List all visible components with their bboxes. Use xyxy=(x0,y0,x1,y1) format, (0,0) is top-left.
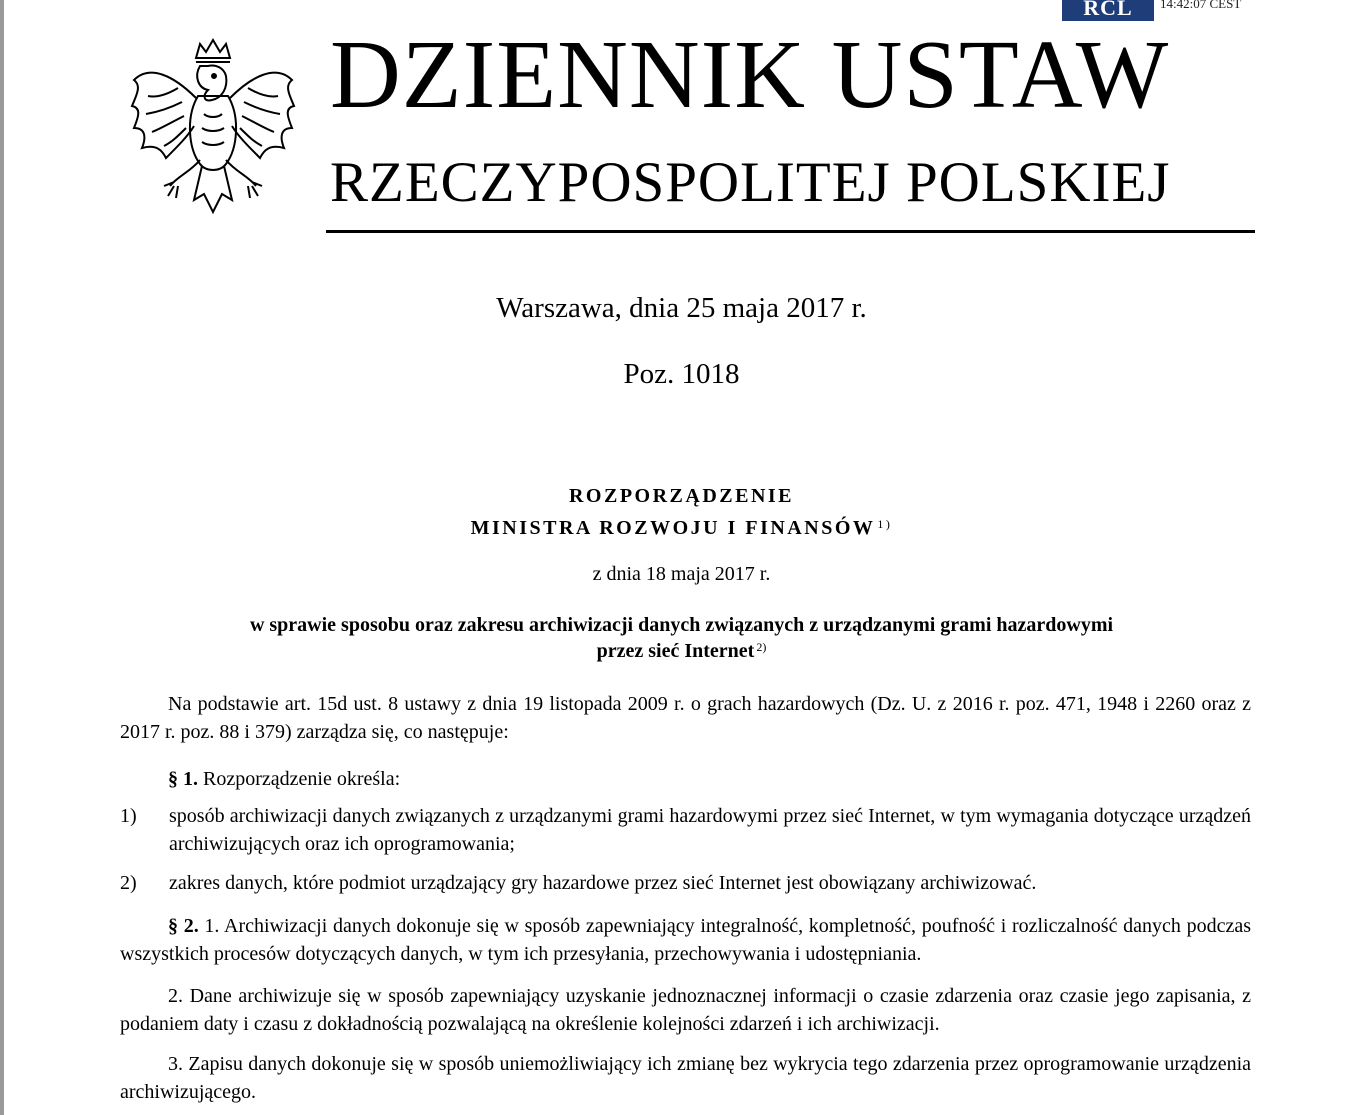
act-subject xyxy=(0,612,1363,664)
list-number: 1) xyxy=(120,805,137,827)
section-2-para-1: § 2. 1. Archiwizacji danych dokonuje się w sposób zapewniający integralność, kompletność, poufność i rozliczalność danych podczas wszystkich procesów dotyczących danych, w tym ich przesyłania, przechowywania i udostępniania. xyxy=(120,915,1252,965)
issue-dateline: Warszawa, dnia 25 maja 2017 r. xyxy=(496,292,867,324)
issue-position: Poz. 1018 xyxy=(623,358,740,390)
act-subject-line1: w sprawie sposobu oraz zakresu archiwizacji danych związanych z urządzanymi grami hazardowymi xyxy=(249,614,1114,636)
section-1-intro: § 1. Rozporządzenie określa: xyxy=(168,768,401,790)
publication-title: DZIENNIK USTAW xyxy=(330,21,1170,129)
window-left-edge xyxy=(0,0,4,1115)
header-divider xyxy=(326,230,1255,233)
rcl-badge: RCL xyxy=(1062,0,1154,21)
polish-eagle-emblem-icon xyxy=(128,36,298,226)
act-organ xyxy=(0,514,1363,542)
act-type: ROZPORZĄDZENIE xyxy=(568,485,795,507)
list-item xyxy=(120,869,1251,897)
list-text: sposób archiwizacji danych związanych z urządzanymi grami hazardowymi przez sieć Internet, w tym wymagania dotyczące urządzeń archiwizujących oraz ich oprogramowania; xyxy=(169,805,1251,855)
list-text: zakres danych, które podmiot urządzający gry hazardowe przez sieć Internet jest obowiązany archiwizować. xyxy=(169,872,1037,894)
section-2-para-2: 2. Dane archiwizuje się w sposób zapewniający uzyskanie jednoznacznej informacji o czasie zdarzenia oraz czasie jego zapisania, z podaniem daty i czasu z dokładnością pozwalającą na określenie kolejności zdarzeń i ich archiwizacji. xyxy=(120,985,1251,1035)
list-number: 2) xyxy=(120,872,137,894)
footnote-ref: 2) xyxy=(756,640,767,654)
timestamp: 14:42:07 CEST xyxy=(1160,0,1242,11)
section-2-para-3: 3. Zapisu danych dokonuje się w sposób uniemożliwiający ich zmianę bez wykrycia tego zdarzenia przez oprogramowanie urządzenia archiwizującego. xyxy=(120,1053,1251,1103)
act-date: z dnia 18 maja 2017 r. xyxy=(592,563,771,585)
publication-subtitle: RZECZYPOSPOLITEJ POLSKIEJ xyxy=(330,151,1171,214)
section-mark: § 2. xyxy=(168,915,199,937)
footnote-ref: 1) xyxy=(877,517,893,531)
list-item xyxy=(120,802,1251,858)
act-organ-text: MINISTRA ROZWOJU I FINANSÓW xyxy=(470,517,876,539)
act-subject-line2: przez sieć Internet $^{2)}$ xyxy=(596,640,767,662)
section-mark: § 1. xyxy=(168,768,198,790)
preamble: Na podstawie art. 15d ust. 8 ustawy z dnia 19 listopada 2009 r. o grach hazardowych (Dz. U. z 2016 r. poz. 471, 1948 i 2260 oraz z 2017 r. poz. 88 i 379) zarządza się, co następuje: xyxy=(120,693,1251,743)
